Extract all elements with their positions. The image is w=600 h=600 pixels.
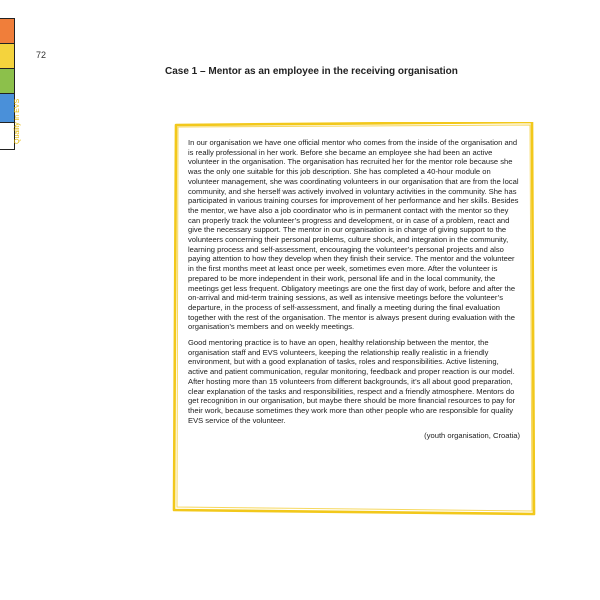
case-study-box (172, 122, 536, 516)
case-study-text (188, 138, 520, 441)
tab-blue (0, 93, 15, 123)
case-attribution: (youth organisation, Croatia) (424, 431, 520, 441)
tab-green (0, 68, 15, 94)
case-paragraph-1: In our organisation we have one official mentor who comes from the inside of the organisation and is really professional in her work. Before she became an employee she had been an active volunteer in the organisation. The organisation has recruited her for the mentor role because she was the only one suitable for this job description. She has completed a 40-hour module on volunteer management, she was coordinating volunteers in our organisation that are from the local community, and she herself was actively involved in voluntary activities in the community. She has participated in various training courses for improvement of her performance and her skills. Besides the mentor, we have also a job coordinator who is in permanent contact with the mentor so they can properly track the volunteer’s progress and development, or in case of a problem, react and give the necessary support. The mentor in our organisation is in charge of giving support to the volunteers concerning their personal problems, culture shock, and integration in the community, learning process and self-assessment, encouraging the volunteer’s personal projects and also paying attention to how they develop when they finish their service. The mentor and the volunteer in the first months meet at least once per week, sometimes even more. After the volunteer is prepared to be more independent in their work, personal life and in the local community, the meetings get less frequent. Obligatory meetings are one the first day of work, before and after the on-arrival and mid-term training sessions, as well as intensive meetings before the volunteer’s departure, in the process of self-assessment, and finally a meeting during the final evaluation together with the rest of the organisation. The mentor is always present during evaluation with the organisation’s members and on weekly meetings. (188, 138, 519, 332)
case-paragraph-2: Good mentoring practice is to have an open, healthy relationship between the mentor, the organisation staff and EVS volunteers, keeping the relationship really realistic in a friendly environment, but with a good explanation of tasks, roles and responsibilities. Active listening, active and patient communication, regular monitoring, feedback and proper reaction is our model. After hosting more than 15 volunteers from different backgrounds, it’s all about good preparation, clear explanation of the tasks and responsibilities, respect and a friendly atmosphere. Mentors do get recognition in our organisation, but maybe there should be more financial resources to pay for their work, because sometimes they work more than other people who are responsible for quality EVS service of the volunteer. (188, 338, 516, 425)
running-title: Quality in EVS (14, 98, 21, 144)
case-title: Case 1 – Mentor as an employee in the receiving organisation (165, 66, 458, 77)
tab-orange (0, 18, 15, 44)
page-number: 72 (36, 50, 47, 60)
tab-blank (0, 122, 15, 150)
tab-yellow (0, 43, 15, 69)
